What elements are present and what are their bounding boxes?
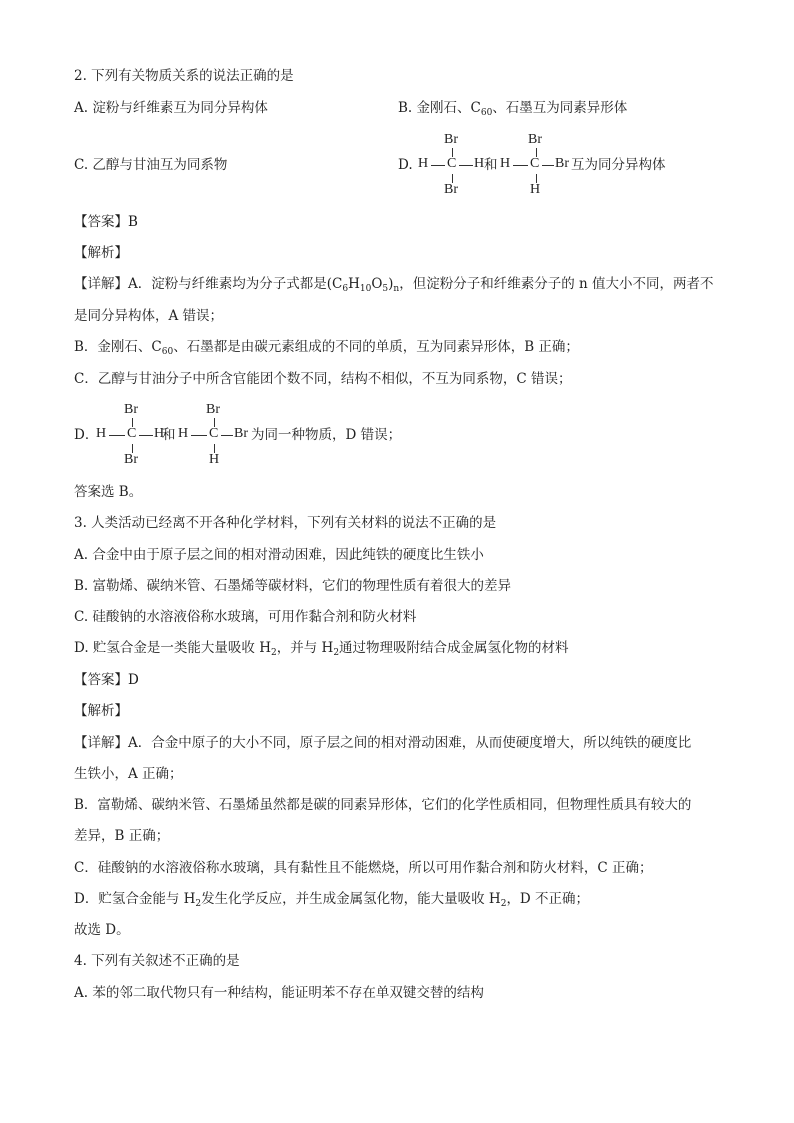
q3-option-a: A. 合金中由于原子层之间的相对滑动困难，因此纯铁的硬度比生铁小 xyxy=(74,547,484,563)
atom-h-bottom: H xyxy=(530,182,541,197)
q2-detail-molecule-1 xyxy=(96,402,166,468)
q3-conclusion: 故选 D。 xyxy=(74,922,130,938)
atom-c: C xyxy=(530,156,540,171)
q2-option-b: B. 金刚石、$C_{60}$、石墨互为同素异形体 xyxy=(398,100,628,118)
atom-h-bottom: H xyxy=(209,452,220,467)
atom-h-left: H xyxy=(418,156,429,171)
q2-detail-d-tail: 为同一种物质，D 错误； xyxy=(251,427,402,443)
q3-option-c: C. 硅酸钠的水溶液俗称水玻璃，可用作黏合剂和防火材料 xyxy=(74,609,417,625)
q4-option-a: A. 苯的邻二取代物只有一种结构，能证明苯不存在单双键交替的结构 xyxy=(74,985,484,1001)
q2-option-d-label: D. xyxy=(398,157,413,173)
q2-molecule-2 xyxy=(500,132,580,198)
atom-br-bottom: Br xyxy=(124,452,138,467)
q3-detail-b-line1: B．富勒烯、碳纳米管、石墨烯虽然都是碳的同素异形体，它们的化学性质相同，但物理性质具有较大的 xyxy=(74,797,692,813)
atom-br-top: Br xyxy=(528,132,542,147)
atom-br-top: Br xyxy=(444,132,458,147)
atom-c: C xyxy=(127,426,137,441)
q3-option-d: D. 贮氢合金是一类能大量吸收 $H_2$，并与 $H_2$通过物理吸附结合成金属氢化物的材料 xyxy=(74,640,569,658)
q3-detail-b-line2: 差异，B 正确； xyxy=(74,828,170,844)
q3-analysis-heading: 【解析】 xyxy=(74,703,128,719)
q2-detail-b: B．金刚石、$C_{60}$、石墨都是由碳元素组成的不同的单质，互为同素异形体，B 正确； xyxy=(74,339,579,357)
q2-option-d xyxy=(398,155,413,175)
q2-answer: 【答案】B xyxy=(74,214,138,230)
q2-detail-d-label: D． xyxy=(74,427,99,443)
q2-molecule-1 xyxy=(418,132,488,198)
q2-option-d-tail: 互为同分异构体 xyxy=(571,157,666,173)
atom-br-right: Br xyxy=(555,156,569,171)
atom-br-top: Br xyxy=(124,402,138,417)
q4-stem: 4. 下列有关叙述不正确的是 xyxy=(74,953,240,969)
q3-detail-d: D．贮氢合金能与 $H_2$发生化学反应，并生成金属氢化物，能大量吸收 $H_2$，D 不正确； xyxy=(74,891,590,909)
q2-option-c: C. 乙醇与甘油互为同系物 xyxy=(74,157,228,173)
q2-stem: 2. 下列有关物质关系的说法正确的是 xyxy=(74,68,294,84)
q2-detail-molecule-2 xyxy=(178,402,258,468)
q3-detail-a-line1: 【详解】A．合金中原子的大小不同，原子层之间的相对滑动困难，从而使硬度增大，所以纯铁的硬度比 xyxy=(74,735,692,751)
q2-detail-c: C．乙醇与甘油分子中所含官能团个数不同，结构不相似，不互为同系物，C 错误； xyxy=(74,371,572,387)
atom-h-left: H xyxy=(96,426,107,441)
atom-br-top: Br xyxy=(206,402,220,417)
atom-c: C xyxy=(447,156,457,171)
atom-br-bottom: Br xyxy=(444,182,458,197)
atom-h-right: H xyxy=(154,426,165,441)
q3-answer: 【答案】D xyxy=(74,672,139,688)
q3-option-b: B. 富勒烯、碳纳米管、石墨烯等碳材料，它们的物理性质有着很大的差异 xyxy=(74,578,512,594)
q3-detail-a-line2: 生铁小，A 正确； xyxy=(74,766,183,782)
q2-conclusion: 答案选 B。 xyxy=(74,484,143,500)
q2-detail-a-line1: 【详解】A．淀粉与纤维素均为分子式都是$(C_6H_{10}O_5)_n$，但淀粉分子和纤维素分子的 n 值大小不同，两者不 xyxy=(74,276,714,294)
q2-analysis-heading: 【解析】 xyxy=(74,245,128,261)
q2-option-a: A. 淀粉与纤维素互为同分异构体 xyxy=(74,100,268,116)
atom-br-right: Br xyxy=(234,426,248,441)
atom-h-left: H xyxy=(178,426,189,441)
atom-c: C xyxy=(209,426,219,441)
q2-option-d-and: 和 xyxy=(484,157,498,173)
q2-detail-d-and: 和 xyxy=(162,427,176,443)
q3-detail-c: C．硅酸钠的水溶液俗称水玻璃，具有黏性且不能燃烧，所以可用作黏合剂和防火材料，C 正确； xyxy=(74,860,653,876)
q3-stem: 3. 人类活动已经离不开各种化学材料，下列有关材料的说法不正确的是 xyxy=(74,515,497,531)
atom-h-left: H xyxy=(500,156,511,171)
q2-detail-a-line2: 是同分异构体，A 错误； xyxy=(74,308,224,324)
atom-h-right: H xyxy=(474,156,485,171)
